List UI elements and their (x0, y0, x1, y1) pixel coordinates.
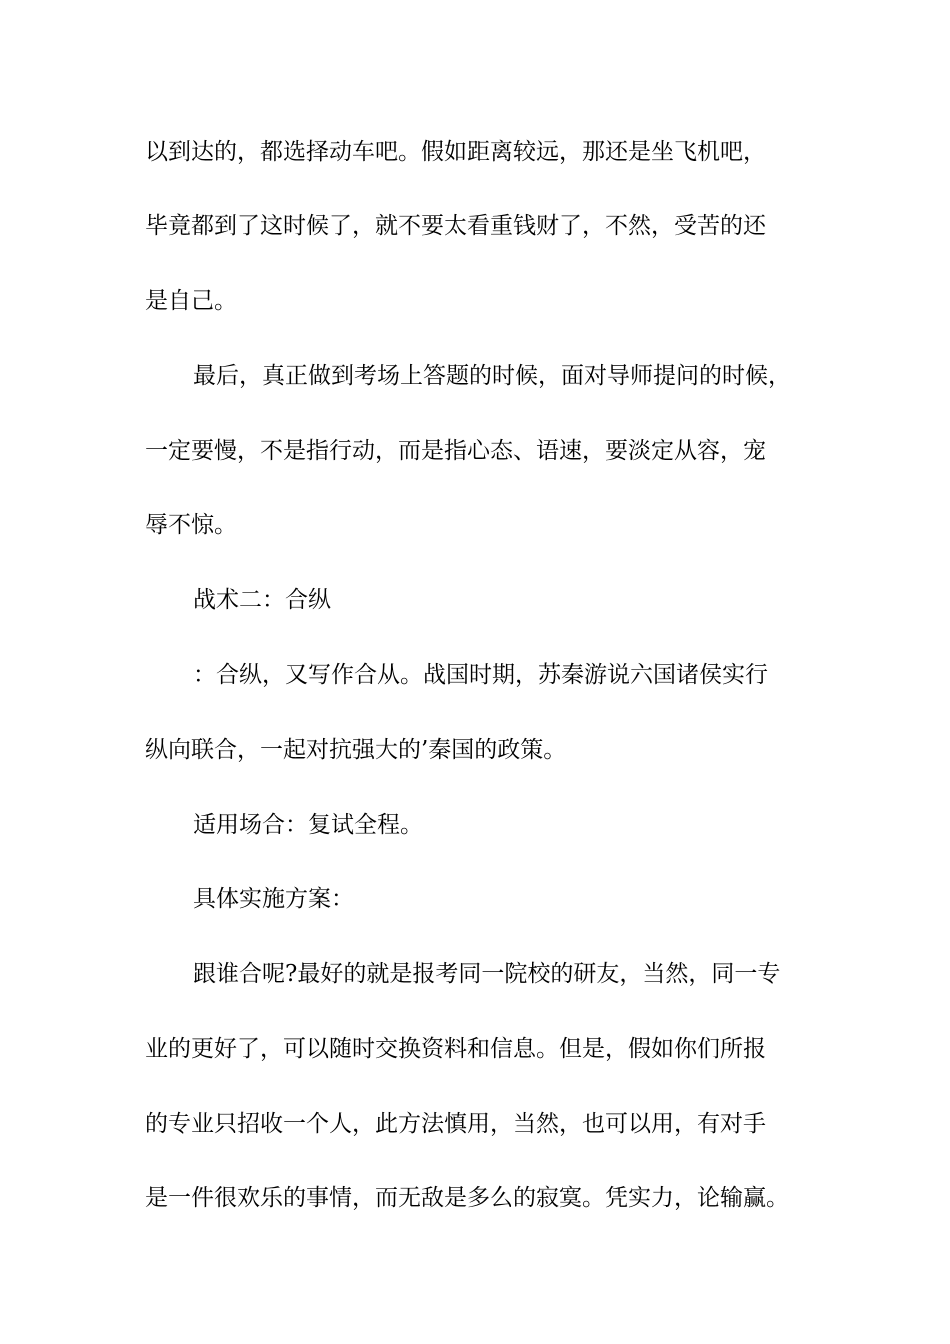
text-line: 业的更好了，可以随时交换资料和信息。但是，假如你们所报 (145, 1036, 766, 1062)
text-line: 一定要慢，不是指行动，而是指心态、语速，要淡定从容，宠 (145, 438, 766, 464)
paragraph-start-line: 最后，真正做到考场上答题的时候，面对导师提问的时候， (193, 363, 791, 389)
text-line: 纵向联合，一起对抗强大的’秦国的政策。 (145, 737, 567, 763)
text-line: 以到达的，都选择动车吧。假如距离较远，那还是坐飞机吧， (145, 139, 766, 165)
text-line: 毕竟都到了这时候了，就不要太看重钱财了，不然，受苦的还 (145, 213, 766, 239)
paragraph-start-line: ：合纵，又写作合从。战国时期，苏秦游说六国诸侯实行 (193, 662, 768, 688)
paragraph-start-line: 具体实施方案： (193, 886, 354, 912)
text-line: 是一件很欢乐的事情，而无敌是多么的寂寞。凭实力，论输赢。 (145, 1185, 789, 1211)
text-line: 的专业只招收一个人，此方法慎用，当然，也可以用，有对手 (145, 1111, 766, 1137)
paragraph-start-line: 跟谁合呢?最好的就是报考同一院校的研友，当然，同一专 (193, 961, 781, 987)
paragraph-start-line: 适用场合：复试全程。 (193, 812, 423, 838)
text-line: 是自己。 (145, 288, 237, 314)
section-heading: 战术二：合纵 (193, 587, 331, 613)
text-line: 辱不惊。 (145, 512, 237, 538)
